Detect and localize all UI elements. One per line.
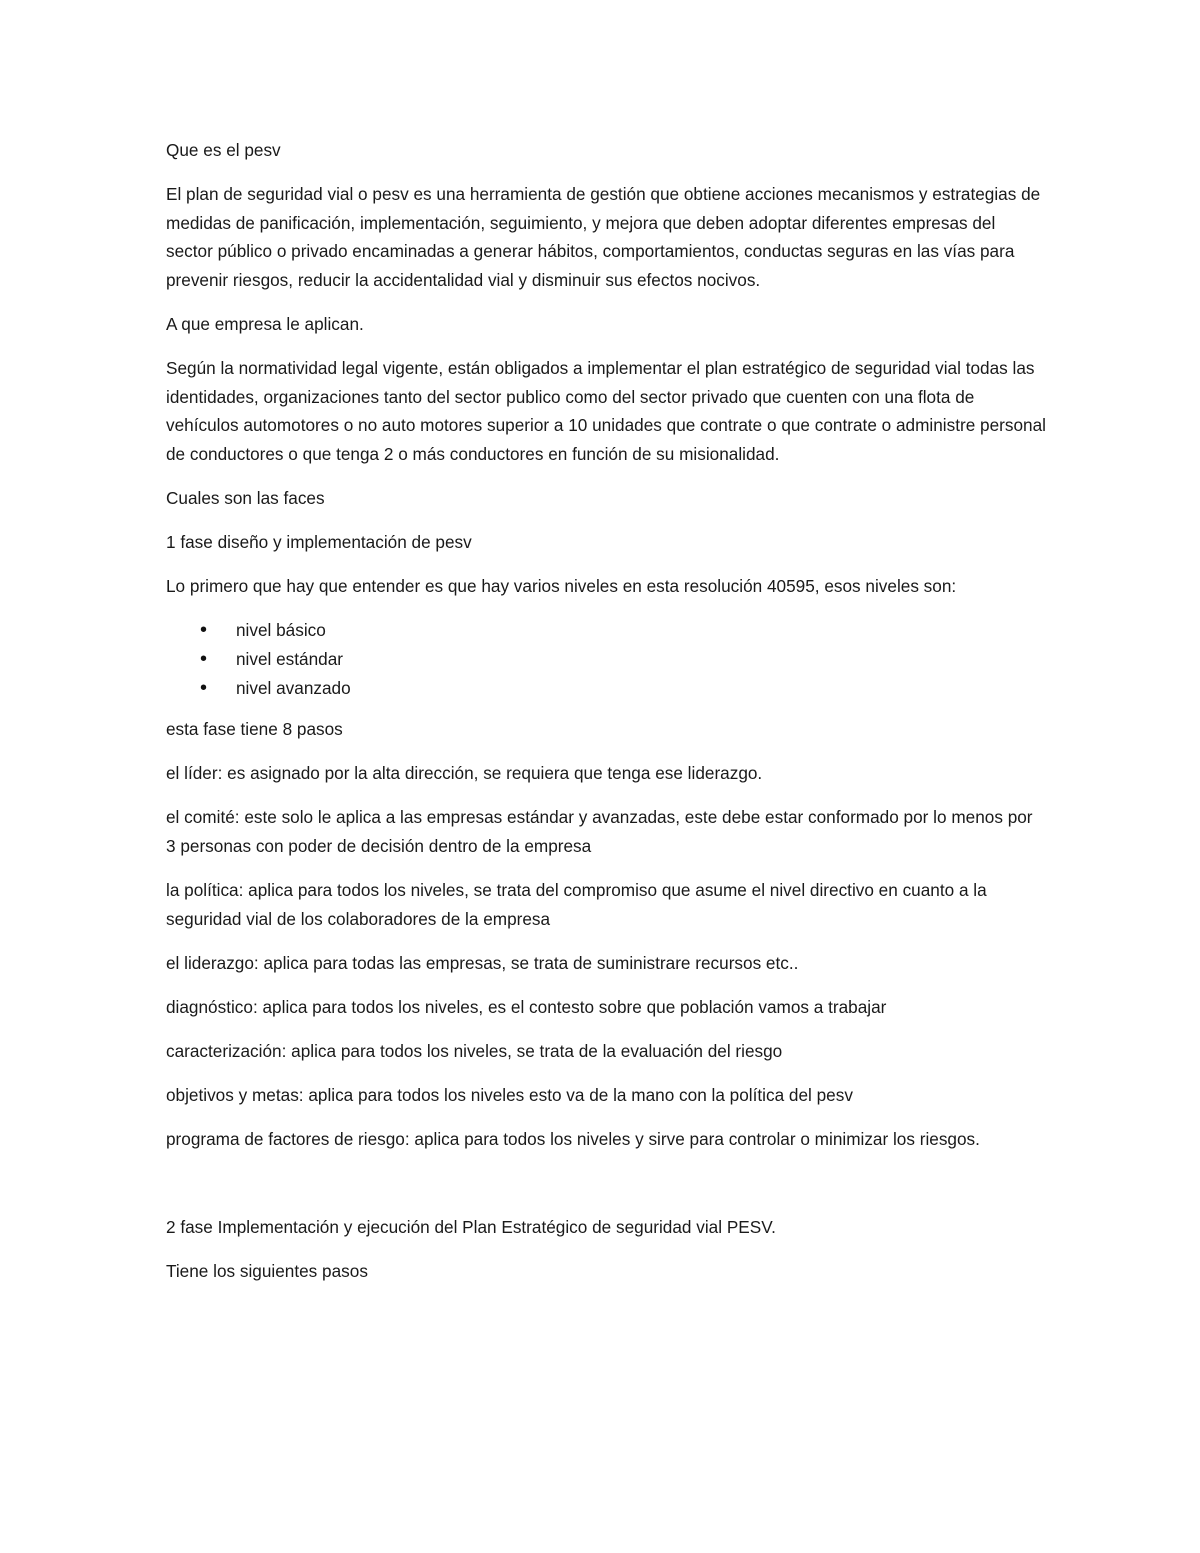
heading-fase-1: 1 fase diseño y implementación de pesv (166, 532, 472, 553)
heading-faces: Cuales son las faces (166, 487, 325, 508)
list-item: • nivel básico (166, 616, 1046, 645)
heading-fase-2: 2 fase Implementación y ejecución del Plan Estratégico de seguridad vial PESV. (166, 1217, 776, 1238)
list-item: • nivel avanzado (166, 674, 1046, 703)
paragraph-comite: el comité: este solo le aplica a las empresas estándar y avanzadas, este debe estar conformado por lo menos por 3 personas con poder de decisión dentro de la empresa (166, 807, 1033, 856)
blank-line (166, 1169, 1046, 1213)
paragraph-niveles: Lo primero que hay que entender es que hay varios niveles en esta resolución 40595, esos niveles son: (166, 576, 957, 597)
paragraph-pasos: Tiene los siguientes pasos (166, 1261, 368, 1282)
paragraph-definition: El plan de seguridad vial o pesv es una herramienta de gestión que obtiene acciones mecanismos y estrategias de medidas de panificación, implementación, seguimiento, y mejora que deben adoptar diferentes empresas del sector público o privado encaminadas a generar hábitos, comportamientos, conductas seguras en las vías para prevenir riesgos, reducir la accidentalidad vial y disminuir sus efectos nocivos. (166, 184, 1041, 290)
paragraph-liderazgo: el liderazgo: aplica para todas las empresas, se trata de suministrare recursos etc.. (166, 952, 799, 973)
heading-que-es-pesv: Que es el pesv (166, 140, 281, 160)
paragraph-diagnostico: diagnóstico: aplica para todos los niveles, es el contesto sobre que población vamos a trabajar (166, 996, 887, 1017)
levels-list (166, 616, 1046, 703)
paragraph-8-pasos: esta fase tiene 8 pasos (166, 719, 343, 740)
paragraph-programa: programa de factores de riesgo: aplica para todos los niveles y sirve para controlar o minimizar los riesgos. (166, 1129, 980, 1150)
heading-a-que-empresa: A que empresa le aplican. (166, 313, 364, 334)
paragraph-objetivos: objetivos y metas: aplica para todos los niveles esto va de la mano con la política del pesv (166, 1085, 853, 1106)
paragraph-obligation: Según la normatividad legal vigente, están obligados a implementar el plan estratégico de seguridad vial todas las identidades, organizaciones tanto del sector publico como del sector privado que cuenten con una flota de vehículos automotores o no auto motores superior a 10 unidades que contrate o que contrate o administre personal de conductores o que tenga 2 o más conductores en función de su misionalidad. (166, 358, 1046, 464)
document-body (166, 136, 1046, 1301)
list-item: • nivel estándar (166, 645, 1046, 674)
paragraph-lider: el líder: es asignado por la alta dirección, se requiera que tenga ese liderazgo. (166, 763, 763, 784)
paragraph-caracterizacion: caracterización: aplica para todos los niveles, se trata de la evaluación del riesgo (166, 1040, 783, 1061)
paragraph-politica: la política: aplica para todos los niveles, se trata del compromiso que asume el nivel directivo en cuanto a la seguridad vial de los colaboradores de la empresa (166, 880, 987, 929)
